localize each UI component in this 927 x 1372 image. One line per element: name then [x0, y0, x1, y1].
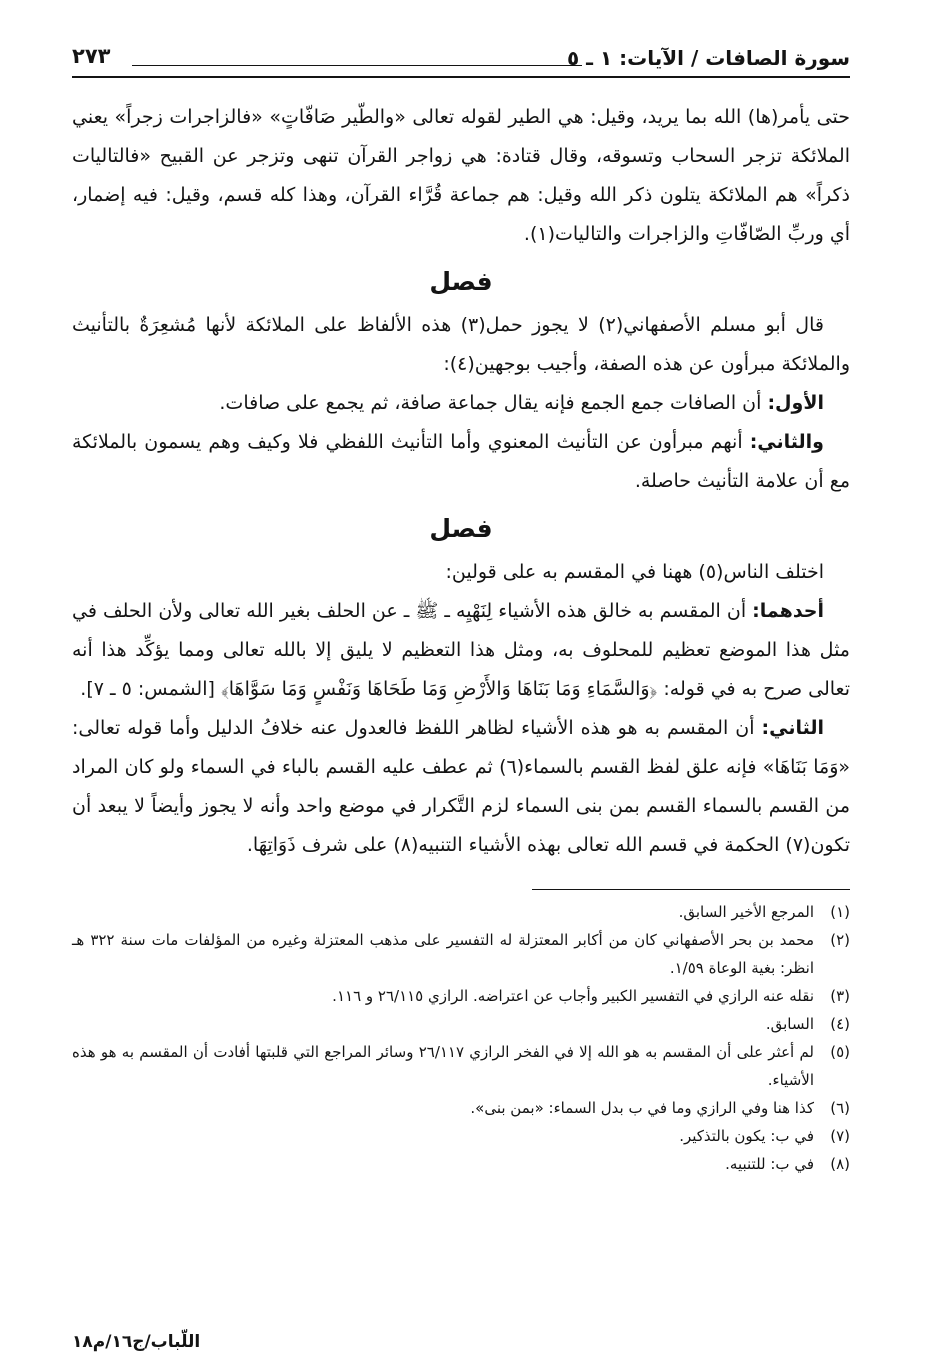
- footnote-text: كذا هنا وفي الرازي وما في ب بدل السماء: «بمن بنى».: [470, 1099, 814, 1117]
- second-opinion-text: أن المقسم به هو هذه الأشياء لظاهر اللفظ فالعدول عنه خلافُ الدليل وأما قوله تعالى: «وَمَا بَنَاهَا» فإنه علق لفظ القسم بالسماء(٦) ثم عطف عليه القسم بالباء في السماء ولو كان المراد من القسم بالسماء القسم بمن بنى السماء لزم التَّكرار في موضع واحد وأنه لا يجوز وأيضاً لا يبعد أن تكون(٧) الحكمة في قسم الله تعالى بهذه الأشياء التنبيه(٨) على شرف ذَوَاتِهَا.: [72, 717, 850, 856]
- footnote-number: (٣): [830, 987, 850, 1005]
- paragraph-disagreement: اختلف الناس(٥) ههنا في المقسم به على قولين:: [445, 561, 824, 583]
- footnote-item: [72, 1094, 850, 1122]
- section-heading-fasl-2: فصل: [429, 514, 493, 543]
- footnote-text: السابق.: [765, 1015, 814, 1033]
- header-rule: [132, 65, 582, 66]
- footnote-item: [72, 1038, 850, 1094]
- footnote-text: في ب: للتنبيه.: [725, 1155, 814, 1173]
- footnote-text: نقله عنه الرازي في التفسير الكبير وأجاب عن اعتراضه. الرازي ٢٦/١١٥ و ١١٦.: [332, 987, 814, 1005]
- footnote-number: (٧): [830, 1127, 850, 1145]
- first-opinion-text: أن المقسم به خالق هذه الأشياء لِنَهْيِه ـ ﷺ ـ عن الحلف بغير الله تعالى ولأن الحلف في مثل هذا الموضع تعظيم للمحلوف به، ومثل هذا التعظيم لا يليق إلا بالله تعالى ومما يؤكِّد هذا أنه تعالى صرح به في قوله: ﴿وَالسَّمَاءِ وَمَا بَنَاهَا وَالأَرْضِ وَمَا طَحَاهَا وَنَفْسٍ وَمَا سَوَّاهَا﴾ [الشمس: ٥ ـ ٧].: [72, 600, 850, 700]
- second-answer-label: والثاني:: [749, 431, 824, 453]
- footnote-item: [72, 982, 850, 1010]
- running-head: [72, 36, 850, 78]
- footnotes: [72, 898, 850, 1178]
- surah-title: سورة الصافات / الآيات: ١ ـ ٥: [566, 46, 850, 70]
- section-heading-fasl-1: فصل: [429, 267, 493, 296]
- paragraph-first-answer: [72, 384, 850, 423]
- footnote-number: (٨): [830, 1155, 850, 1173]
- paragraph-tafsir-angels: حتى يأمر(ها) الله بما يريد، وقيل: هي الطير لقوله تعالى «والطّير صَافّاتٍ» «فالزاجرات زجراً» يعني الملائكة تزجر السحاب وتسوقه، وقال قتادة: هي زواجر القرآن تنهى وتزجر عن القبيح «فالتاليات ذكراً» هم الملائكة يتلون ذكر الله وقيل: هم جماعة قُرَّاء القرآن، وهذا كله قسم، وقيل: فيه إضمار، أي وربِّ الصّافّاتِ والزاجرات والتاليات(١).: [72, 106, 850, 245]
- body-text: [72, 98, 850, 865]
- page-number: ٢٧٣: [72, 44, 111, 68]
- footnote-text: لم أعثر على أن المقسم به هو الله إلا في الفخر الرازي ٢٦/١١٧ وسائر المراجع التي قلبتها أفادت أن المقسم به هو هذه الأشياء.: [72, 1043, 814, 1089]
- paragraph-abu-muslim: قال أبو مسلم الأصفهاني(٢) لا يجوز حمل(٣) هذه الألفاظ على الملائكة لأنها مُشعِرَةٌ بالتأنيث والملائكة مبرأون عن هذه الصفة، وأجيب بوجهين(٤):: [72, 314, 850, 375]
- footnote-number: (٦): [830, 1099, 850, 1117]
- footnote-rule: [532, 889, 850, 890]
- paragraph-second-answer: [72, 423, 850, 501]
- first-answer-label: الأول:: [767, 392, 824, 414]
- paragraph-second-opinion: [72, 709, 850, 865]
- footnote-text: المرجع الأخير السابق.: [678, 903, 814, 921]
- second-answer-text: أنهم مبرأون عن التأنيث المعنوي وأما التأنيث اللفظي فلا وكيف وهم يسمون بالملائكة مع أن علامة التأنيث حاصلة.: [72, 431, 850, 492]
- footnote-number: (٥): [830, 1043, 850, 1061]
- first-answer-text: أن الصافات جمع الجمع فإنه يقال جماعة صافة، ثم يجمع على صافات.: [219, 392, 768, 414]
- footnote-item: [72, 1122, 850, 1150]
- footnote-number: (٢): [830, 931, 850, 949]
- footnote-number: (٤): [830, 1015, 850, 1033]
- footnote-item: [72, 1010, 850, 1038]
- first-opinion-label: أحدهما:: [752, 600, 824, 622]
- footnote-text: في ب: يكون بالتذكير.: [679, 1127, 814, 1145]
- document-page: [72, 36, 850, 1356]
- footnote-item: [72, 898, 850, 926]
- volume-signature: اللّباب/ج١٦/م١٨: [72, 1332, 201, 1352]
- footnote-item: [72, 926, 850, 982]
- footnote-item: [72, 1150, 850, 1178]
- footnote-text: محمد بن بحر الأصفهاني كان من أكابر المعتزلة له التفسير على مذهب المعتزلة وغيره من المؤلفات مات سنة ٣٢٢ هـ انظر: بغية الوعاة ١/٥٩.: [72, 931, 815, 977]
- second-opinion-label: الثاني:: [761, 717, 824, 739]
- footnote-number: (١): [830, 903, 850, 921]
- paragraph-first-opinion: [72, 592, 850, 709]
